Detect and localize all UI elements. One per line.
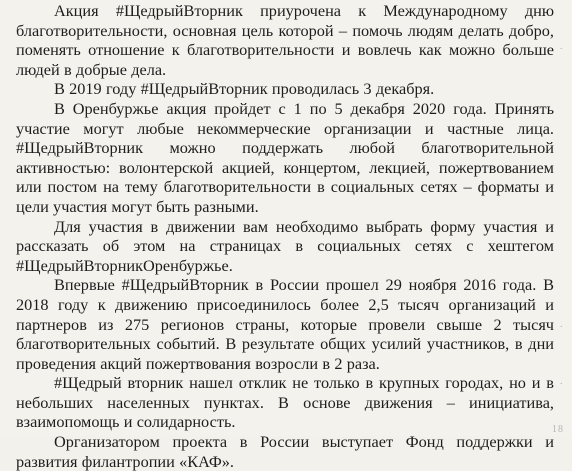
paragraph-reach-towns: #Щедрый вторник нашел отклик не только в крупных городах, но и в небольших населенных пунктах. В основе движения – инициатива, взаимопомощь и солидарность. (16, 373, 554, 432)
paragraph-how-to-participate: Для участия в движении вам необходимо выбрать форму участия и рассказать об этом на страницах в социальных сетях с хештегом #ЩедрыйВторникОренбуржье. (16, 216, 554, 275)
paragraph-orenburg-2020: В Оренбуржье акция пройдет с 1 по 5 декабря 2020 года. Принять участие могут любые некоммерческие организации и частные лица. #ЩедрыйВторник можно поддержать любой благотворительной активностью: волонтерской акцией, концертом, лекцией, пожертвованием или постом на тему благотворительности в социальных сетях – форматы и цели участия могут быть разными. (16, 98, 554, 216)
scan-edge-mark: · (559, 321, 564, 333)
paragraph-2019-date: В 2019 году #ЩедрыйВторник проводилась 3 декабря. (54, 79, 435, 99)
paragraph-history-russia: Впервые #ЩедрыйВторник в России прошел 29 ноября 2016 года. В 2018 году к движению присоединилось более 2,5 тысяч организаций и партнеров из 275 регионов страны, которые провели свыше 2 тысяч благотворительных событий. В результате общих усилий участников, в дни проведения акций пожертвования возросли в 2 раза. (16, 275, 554, 373)
paragraph-organizer: Организатором проекта в России выступает Фонд поддержки и развития филантропии «КАФ». (16, 432, 554, 471)
document-body (16, 1, 554, 471)
scan-edge-mark: · (559, 378, 564, 390)
paragraph-campaign-intro: Акция #ЩедрыйВторник приурочена к Международному дню благотворительности, основная цель которой – помочь людям делать добро, поменять отношение к благотворительности и вовлечь как можно больше людей в добрые дела. (16, 1, 554, 79)
scan-page-number: 18 (552, 424, 564, 435)
scan-edge-mark: · (559, 43, 564, 55)
